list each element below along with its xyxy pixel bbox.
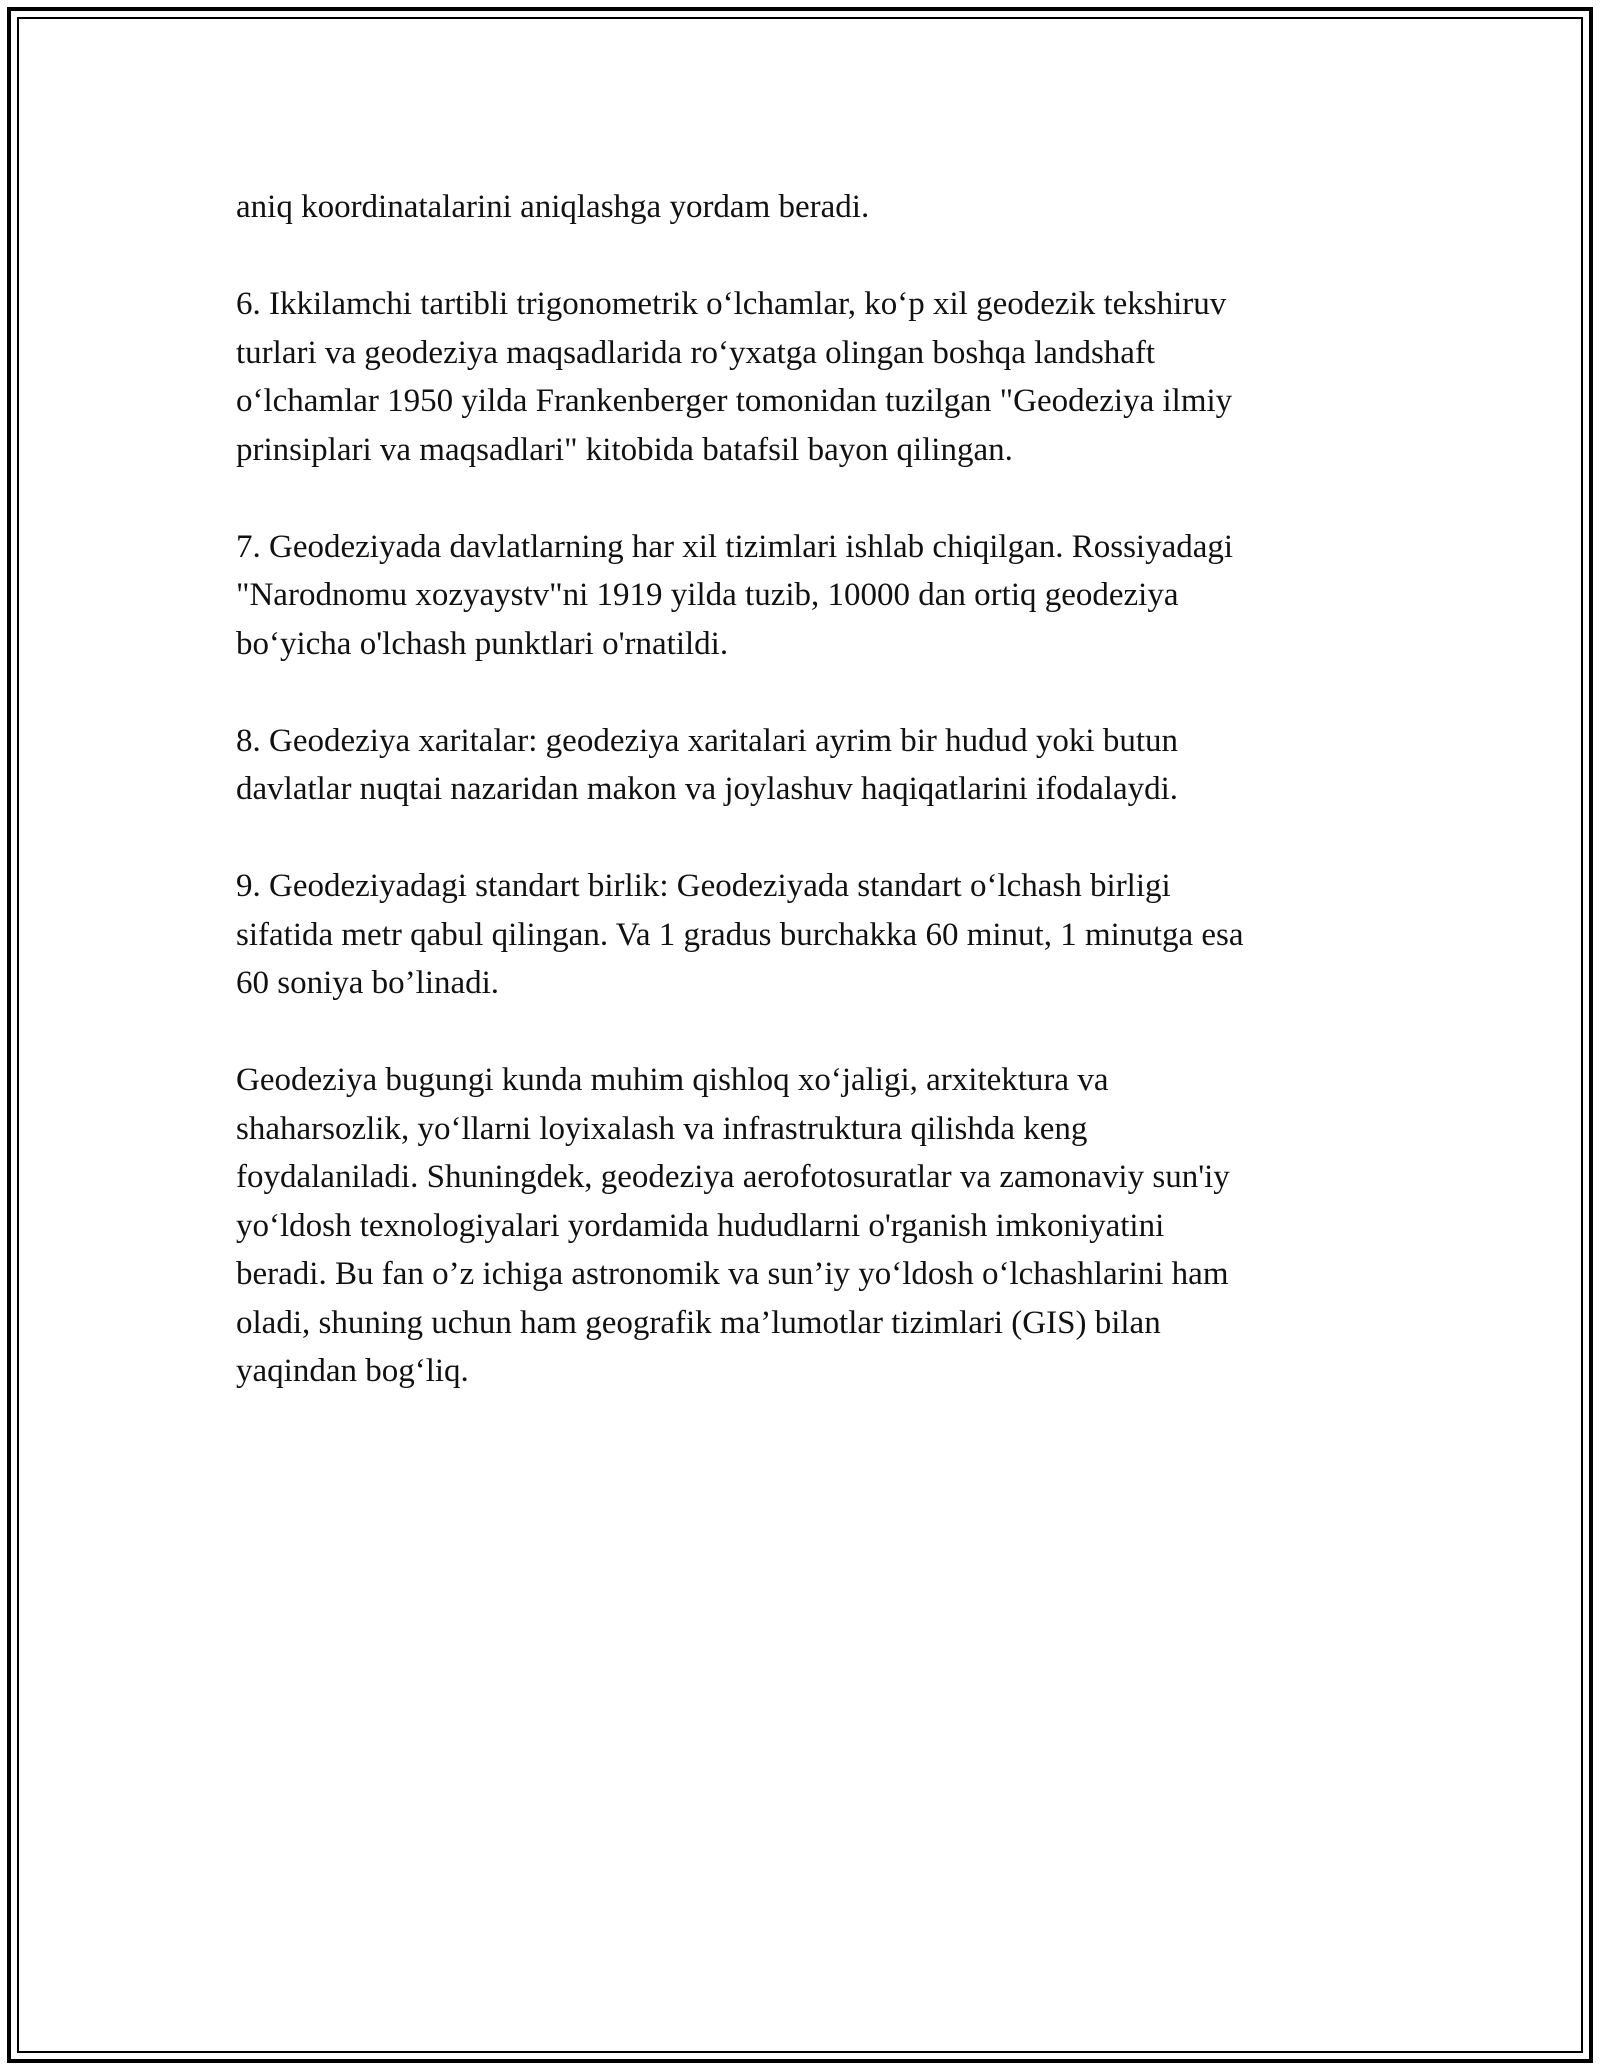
paragraph-item-9: 9. Geodeziyadagi standart birlik: Geodeziyada standart o‘lchash birligi sifatida metr qabul qilingan. Va 1 gradus burchakka 60 minut, 1 minutga esa 60 soniya bo’linadi. <box>236 868 1244 1001</box>
paragraph-continuation: aniq koordinatalarini aniqlashga yordam beradi. <box>236 189 870 225</box>
paragraph-item-6: 6. Ikkilamchi tartibli trigonometrik o‘lchamlar, ko‘p xil geodezik tekshiruv turlari va geodeziya maqsadlarida ro‘yxatga olingan boshqa landshaft o‘lchamlar 1950 yilda Frankenberger tomonidan tuzilgan "Geodeziya ilmiy prinsiplari va maqsadlari" kitobida batafsil bayon qilingan. <box>236 286 1233 468</box>
paragraph-item-7: 7. Geodeziyada davlatlarning har xil tizimlari ishlab chiqilgan. Rossiyadagi "Narodnomu xozyaystv"ni 1919 yilda tuzib, 10000 dan ortiq geodeziya bo‘yicha o'lchash punktlari o'rnatildi. <box>236 528 1234 662</box>
document-body <box>236 183 1366 1444</box>
paragraph-conclusion: Geodeziya bugungi kunda muhim qishloq xo‘jaligi, arxitektura va shaharsozlik, yo‘llarni loyixalash va infrastruktura qilishda keng foydalaniladi. Shuningdek, geodeziya aerofotosuratlar va zamonaviy sun'iy yo‘ldosh texnologiyalari yordamida hududlarni o'rganish imkoniyatini beradi. Bu fan o’z ichiga astronomik va sun’iy yo‘ldosh o‘lchashlarini ham oladi, shuning uchun ham geografik ma’lumotlar tizimlari (GIS) bilan yaqindan bog‘liq. <box>236 1062 1230 1389</box>
paragraph-item-8: 8. Geodeziya xaritalar: geodeziya xaritalari ayrim bir hudud yoki butun davlatlar nuqtai nazaridan makon va joylashuv haqiqatlarini ifodalaydi. <box>236 722 1179 807</box>
